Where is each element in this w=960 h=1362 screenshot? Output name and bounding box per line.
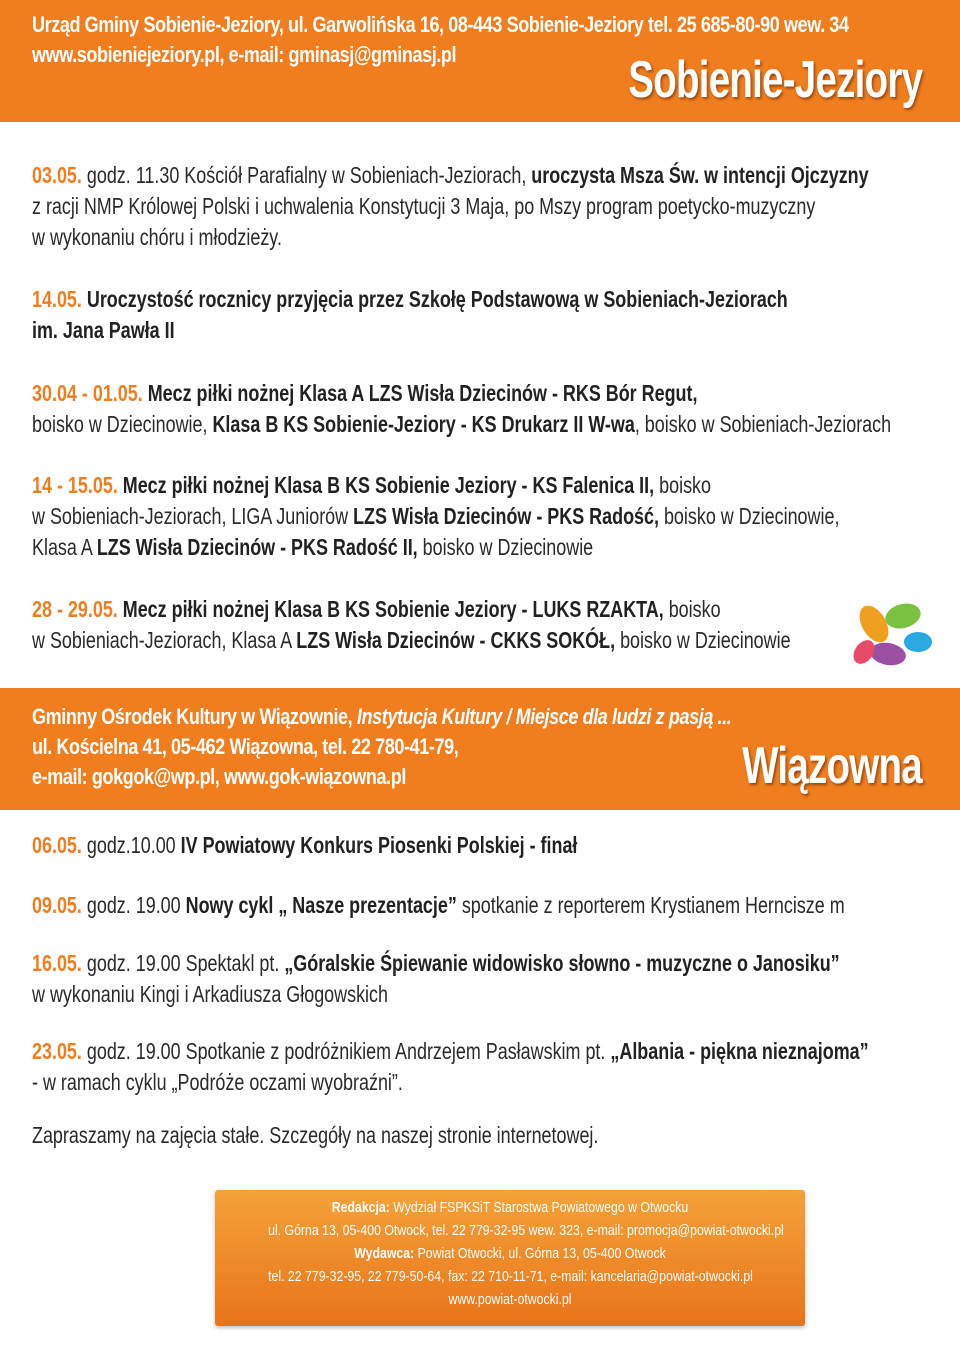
footer-url: www.powiat-otwocki.pl <box>448 1291 572 1308</box>
event-date: 03.05. <box>32 162 82 188</box>
town-title: Wiązowna <box>742 737 922 795</box>
gok-title: Gminny Ośrodek Kultury w Wiązownie, Instytucja Kultury / Miejsce dla ludzi z pasją ... <box>32 704 732 729</box>
event-date: 28 - 29.05. <box>32 596 118 622</box>
editorial-footer: Redakcja: Wydział FSPKSiT Starostwa Powiatowego w Otwocku ul. Górna 13, 05-400 Otwock, tel. 22 779-32-95 wew. 323, e-mail: promocja@powiat-otwocki.pl Wydawca: Powiat Otwocki, ul. Górna 13, 05-400 Otwock tel. 22 779-32-95, 22 779-50-64, fax: 22 710-11-71, e-mail: kancelaria@powiat-otwocki.pl www.powiat-otwocki.pl <box>215 1190 805 1326</box>
event-item: 06.05. godz.10.00 IV Powiatowy Konkurs Piosenki Polskiej - finał <box>32 832 578 858</box>
gok-address: ul. Kościelna 41, 05-462 Wiązowna, tel. 22 780-41-79, <box>32 734 459 759</box>
header-band-sobienie <box>0 0 960 122</box>
event-item: 09.05. godz. 19.00 Nowy cykl „ Nasze prezentacje” spotkanie z reporterem Krystianem Herncisze m <box>32 892 845 918</box>
event-date: 06.05. <box>32 832 82 858</box>
event-item: 16.05. godz. 19.00 Spektakl pt. „Góralskie Śpiewanie widowisko słowno - muzyczne o Janosiku” w wykonaniu Kingi i Arkadiusza Głogowskich <box>32 950 840 1007</box>
event-date: 16.05. <box>32 950 82 976</box>
event-date: 30.04 - 01.05. <box>32 380 143 406</box>
event-item: 03.05. godz. 11.30 Kościół Parafialny w Sobieniach-Jeziorach, uroczysta Msza Św. w intencji Ojczyzny z racji NMP Królowej Polski i uchwalenia Konstytucji 3 Maja, po Mszy program poetycko-muzyczny w wykonaniu chóru i młodzieży. <box>32 162 869 250</box>
town-title: Sobienie-Jeziory <box>628 51 922 109</box>
event-item: 14 - 15.05. Mecz piłki nożnej Klasa B KS Sobienie Jeziory - KS Falenica II, boisko w Sobieniach-Jeziorach, LIGA Juniorów LZS Wisła Dziecinów - PKS Radość, boisko w Dziecinowie, Klasa A LZS Wisła Dziecinów - PKS Radość II, boisko w Dziecinowie <box>32 472 840 560</box>
gok-contact: e-mail: gokgok@wp.pl, www.gok-wiązowna.pl <box>32 764 406 789</box>
flower-logo-icon <box>848 594 938 674</box>
event-item: 14.05. Uroczystość rocznicy przyjęcia przez Szkołę Podstawową w Sobieniach-Jeziorach im. Jana Pawła II <box>32 286 788 343</box>
event-item: 30.04 - 01.05. Mecz piłki nożnej Klasa A LZS Wisła Dziecinów - RKS Bór Regut, boisko w Dziecinowie, Klasa B KS Sobienie-Jeziory - KS Drukarz II W-wa, boisko w Sobieniach-Jeziorach <box>32 380 892 437</box>
event-item: 23.05. godz. 19.00 Spotkanie z podróżnikiem Andrzejem Pasławskim pt. „Albania - piękna nieznajoma” - w ramach cyklu „Podróże oczami wyobraźni”. <box>32 1038 869 1095</box>
footer-contact: ul. Górna 13, 05-400 Otwock, tel. 22 779-32-95 wew. 323, e-mail: promocja@powiat-otwocki.pl <box>268 1222 784 1239</box>
event-date: 09.05. <box>32 892 82 918</box>
closing-note: Zapraszamy na zajęcia stałe. Szczegóły na naszej stronie internetowej. <box>32 1122 599 1148</box>
event-date: 14 - 15.05. <box>32 472 118 498</box>
event-date: 14.05. <box>32 286 82 312</box>
event-date: 23.05. <box>32 1038 82 1064</box>
header-band-wiazowna <box>0 688 960 810</box>
header-address: Urząd Gminy Sobienie-Jeziory, ul. Garwolińska 16, 08-443 Sobienie-Jeziory tel. 25 685-80-90 wew. 34 <box>32 12 849 37</box>
event-item: 28 - 29.05. Mecz piłki nożnej Klasa B KS Sobienie Jeziory - LUKS RZAKTA, boisko w Sobieniach-Jeziorach, Klasa A LZS Wisła Dziecinów - CKKS SOKÓŁ, boisko w Dziecinowie <box>32 596 791 653</box>
header-contact: www.sobieniejeziory.pl, e-mail: gminasj@gminasj.pl <box>32 42 457 67</box>
footer-phones: tel. 22 779-32-95, 22 779-50-64, fax: 22 710-11-71, e-mail: kancelaria@powiat-otwocki.pl <box>268 1268 753 1285</box>
